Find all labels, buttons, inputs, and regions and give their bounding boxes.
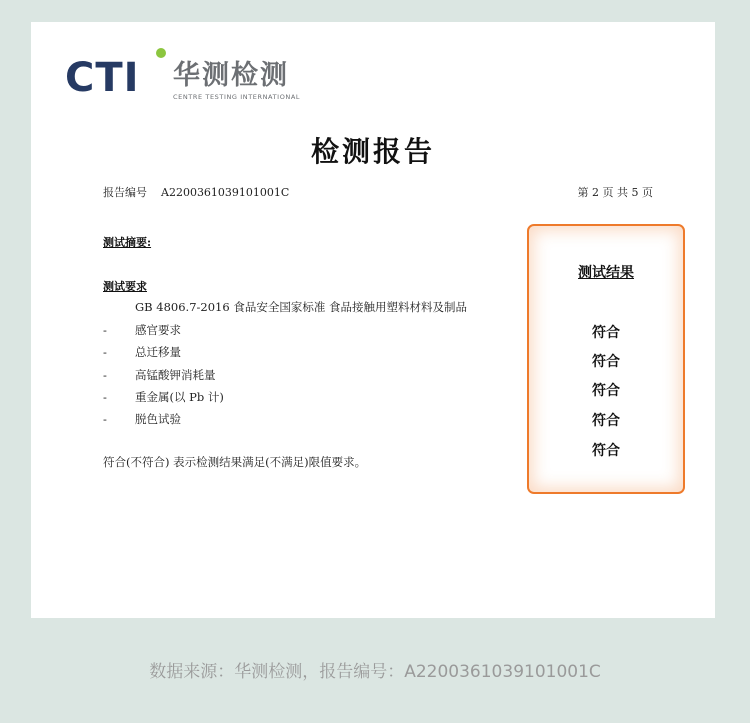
logo-dot-icon [156,48,166,58]
result-value: 符合 [592,325,620,341]
list-dash: - [103,368,107,382]
requirement-item [103,367,216,383]
report-number-line [103,184,289,200]
standard-line: GB 4806.7-2016 食品安全国家标准 食品接触用塑料材料及制品 [135,300,467,314]
requirement-item [103,411,181,427]
requirement-item [103,344,181,360]
logo-english-name: CENTRE TESTING INTERNATIONAL [173,93,301,101]
list-dash: - [103,412,107,426]
result-value: 符合 [592,354,620,370]
requirement-label: 高锰酸钾消耗量 [135,368,216,382]
summary-heading: 测试摘要: [103,236,152,249]
list-dash: - [103,390,107,404]
report-number-label: 报告编号 [103,186,147,199]
cti-logo [65,48,325,102]
result-highlight-box [527,224,685,494]
requirements-heading: 测试要求 [103,280,147,293]
list-dash: - [103,323,107,337]
requirement-label: 感官要求 [135,323,181,337]
report-title: 检测报告 [310,135,435,168]
requirement-label: 总迁移量 [135,345,181,359]
report-page [31,22,715,618]
result-value: 符合 [592,443,620,459]
requirement-item [103,389,224,405]
result-heading: 测试结果 [578,265,634,281]
source-caption: 数据来源：华测检测，报告编号：A2200361039101001C [149,662,601,682]
list-dash: - [103,345,107,359]
page-info: 第 2 页 共 5 页 [577,186,653,199]
requirement-label: 脱色试验 [135,412,181,426]
requirement-item [103,322,181,338]
requirement-label: 重金属(以 Pb 计) [135,390,224,404]
compliance-note: 符合(不符合) 表示检测结果满足(不满足)限值要求。 [103,455,367,469]
logo-chinese-name: 华测检测 [173,60,289,91]
result-value: 符合 [592,383,620,399]
result-value: 符合 [592,413,620,429]
logo-brand: CTI [65,55,140,101]
report-number: A2200361039101001C [161,186,290,199]
